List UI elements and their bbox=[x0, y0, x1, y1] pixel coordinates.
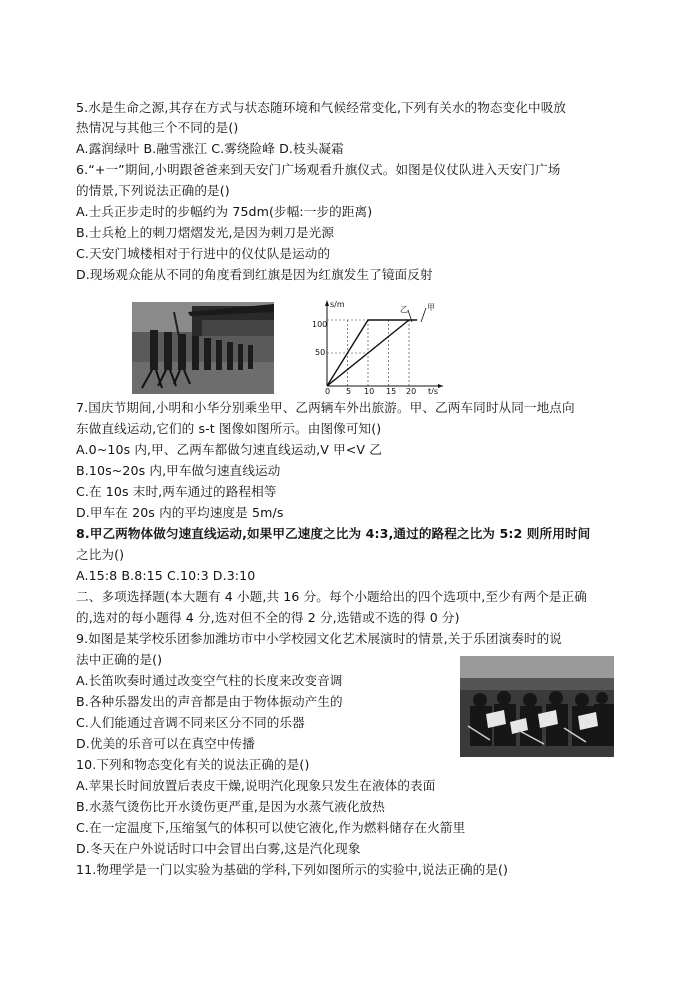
label-pointer-jia bbox=[421, 308, 426, 322]
y-tick-50: 50 bbox=[315, 348, 326, 357]
q6-option-d: D.现场观众能从不同的角度看到红旗是因为红旗发生了镜面反射 bbox=[76, 267, 433, 282]
section-2-heading: 二、多项选择题(本大题有 4 小题,共 16 分。每个小题给出的四个选项中,至少有两个是正确 bbox=[76, 589, 587, 604]
q9-option-b: B.各种乐器发出的声音都是由于物体振动产生的 bbox=[76, 694, 343, 709]
series-label-jia: 甲 bbox=[427, 303, 435, 312]
q9-option-c: C.人们能通过音调不同来区分不同的乐器 bbox=[76, 715, 305, 730]
q6-line-1: 6.“+一”期间,小明跟爸爸来到天安门广场观看升旗仪式。如图是仪仗队进入天安门广场 bbox=[76, 162, 561, 177]
q6-option-a: A.士兵正步走时的步幅约为 75dm(步幅:一步的距离) bbox=[76, 204, 373, 219]
section-2-instructions: 的,选对的每小题得 4 分,选对但不全的得 2 分,选错或不选的得 0 分) bbox=[76, 610, 460, 625]
q7-option-c: C.在 10s 末时,两车通过的路程相等 bbox=[76, 484, 277, 499]
q10-option-a: A.苹果长时间放置后表皮干燥,说明汽化现象只发生在液体的表面 bbox=[76, 778, 436, 793]
q6-option-c: C.天安门城楼相对于行进中的仪仗队是运动的 bbox=[76, 246, 331, 261]
x-tick-0: 0 bbox=[325, 387, 331, 394]
q11-line-1: 11.物理学是一门以实验为基础的学科,下列如图所示的实验中,说法正确的是() bbox=[76, 862, 509, 877]
series-label-yi: 乙 bbox=[400, 305, 408, 314]
q9-line-2: 法中正确的是() bbox=[76, 652, 163, 667]
q9-option-a: A.长笛吹奏时通过改变空气柱的长度来改变音调 bbox=[76, 673, 343, 688]
q5-options: A.露润绿叶 B.融雪涨江 C.雾绕险峰 D.枝头凝霜 bbox=[76, 141, 344, 156]
q7-line-2: 东做直线运动,它们的 s-t 图像如图所示。由图像可知() bbox=[76, 421, 382, 436]
y-tick-100: 100 bbox=[312, 320, 328, 329]
q7-option-b: B.10s~20s 内,甲车做匀速直线运动 bbox=[76, 463, 281, 478]
q5-line-1: 5.水是生命之源,其存在方式与状态随环境和气候经常变化,下列有关水的物态变化中吸放 bbox=[76, 100, 567, 115]
q9-line-1: 9.如图是某学校乐团参加潍坊市中小学校园文化艺术展演时的情景,关于乐团演奏时的说 bbox=[76, 631, 562, 646]
honor-guard-photo bbox=[132, 302, 274, 394]
q10-line-1: 10.下列和物态变化有关的说法正确的是() bbox=[76, 757, 310, 772]
q9-option-d: D.优美的乐音可以在真空中传播 bbox=[76, 736, 255, 751]
x-axis-label: t/s bbox=[428, 387, 438, 394]
x-tick-10: 10 bbox=[364, 387, 375, 394]
q7-option-a: A.0~10s 内,甲、乙两车都做匀速直线运动,V 甲<V 乙 bbox=[76, 442, 382, 457]
q6-option-b: B.士兵枪上的刺刀熠熠发光,是因为刺刀是光源 bbox=[76, 225, 335, 240]
s-t-graph bbox=[300, 294, 450, 394]
x-axis-arrow-icon bbox=[438, 384, 443, 388]
q7-line-1: 7.国庆节期间,小明和小华分别乘坐甲、乙两辆车外出旅游。甲、乙两车同时从同一地点向 bbox=[76, 400, 575, 415]
q8-line-1: 8.甲乙两物体做匀速直线运动,如果甲乙速度之比为 4:3,通过的路程之比为 5:2 则所用时间 bbox=[76, 526, 591, 541]
q10-option-c: C.在一定温度下,压缩氢气的体积可以使它液化,作为燃料储存在火箭里 bbox=[76, 820, 466, 835]
q10-option-b: B.水蒸气烫伤比开水烫伤更严重,是因为水蒸气液化放热 bbox=[76, 799, 385, 814]
y-axis-arrow-icon bbox=[325, 300, 329, 306]
y-axis-label: s/m bbox=[330, 300, 345, 309]
q8-line-2: 之比为() bbox=[76, 547, 125, 562]
q7-option-d: D.甲车在 20s 内的平均速度是 5m/s bbox=[76, 505, 284, 520]
orchestra-photo bbox=[460, 656, 614, 757]
q6-line-2: 的情景,下列说法正确的是() bbox=[76, 183, 230, 198]
x-tick-5: 5 bbox=[346, 387, 352, 394]
q5-line-2: 热情况与其他三个不同的是() bbox=[76, 120, 239, 135]
q10-option-d: D.冬天在户外说话时口中会冒出白雾,这是汽化现象 bbox=[76, 841, 361, 856]
q8-options: A.15:8 B.8:15 C.10:3 D.3:10 bbox=[76, 568, 256, 583]
x-tick-15: 15 bbox=[386, 387, 397, 394]
x-tick-20: 20 bbox=[406, 387, 417, 394]
